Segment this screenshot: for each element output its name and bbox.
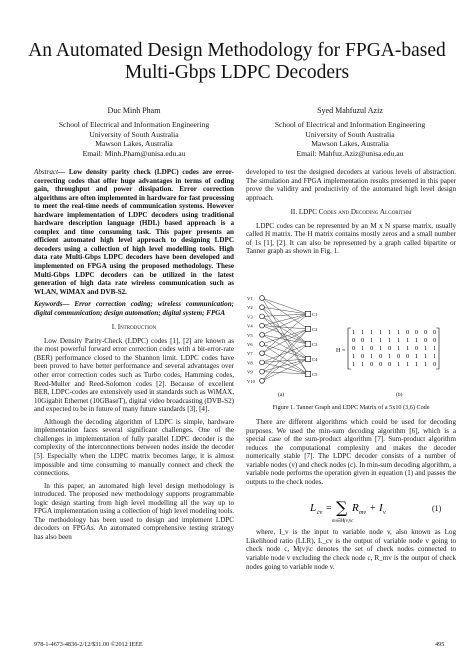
tanner-edge [262,316,308,344]
matrix-cell: 0 [352,345,356,352]
matrix-cell: 1 [433,345,437,352]
matrix-cell: 0 [388,345,392,352]
matrix-cell: 1 [397,329,401,336]
matrix-cell: 0 [397,353,401,360]
author-block-1 [34,106,234,158]
matrix-cell: 1 [361,361,365,368]
variable-node [260,332,265,337]
matrix-cell: 1 [352,353,356,360]
matrix-cell: 1 [388,337,392,344]
matrix-cell: 1 [388,329,392,336]
check-node-label: C3 [312,342,318,347]
check-node-label: C5 [312,372,318,377]
variable-node-label: V8 [247,360,253,366]
abstract-label: Abstract [34,168,59,176]
check-node-label: C2 [312,327,318,332]
matrix-cell: 1 [397,337,401,344]
svg-text:cv: cv [317,510,323,517]
author-univ: University of South Australia [89,129,179,139]
matrix-cell: 0 [370,361,374,368]
figure-label-b: (b) [396,392,403,398]
equation-number: (1) [432,504,442,514]
matrix-cell: 1 [415,361,419,368]
variable-node [260,314,265,319]
matrix-cell: 0 [406,329,410,336]
matrix-cell: 1 [361,345,365,352]
variable-node [260,323,265,328]
matrix-cell: 1 [352,361,356,368]
matrix-cell: 1 [406,361,410,368]
check-node [305,326,310,331]
matrix-cell: 0 [379,353,383,360]
author-block-2 [250,106,450,158]
matrix-cell: 1 [379,329,383,336]
paragraph: In this paper, an automated high level design methodology is introduced. The proposed new methodology supports programmable logic design starting from high level modelling all the way up to FPGA implementation using a collection of high level modeling tools. The methodology has been used to design and implement LDPC decoders on FPGAs. An automated comprehensive testing strategy has also been [34,481,234,541]
tanner-edge [262,298,308,314]
author-email[interactable]: Email: Minh.Pham@unisa.edu.au [82,148,186,158]
section-heading: II. LDPC Codes and Decoding Algorithm [290,208,412,217]
matrix-cell: 0 [415,345,419,352]
variable-node [260,296,265,301]
author-univ: University of South Australia [305,129,395,139]
svg-text:∑: ∑ [336,498,348,518]
variable-node [260,342,265,347]
figure-1-tanner-graph-and-matrix [246,292,456,400]
paragraph: Although the decoding algorithm of LDPC is simple, hardware implementation faces several significant challenges. One of the challenges in implementation of fully parallel LDPC decoder is the complexity of the interconnections between nodes inside the decoder [5]. Especially when the LDPC matrix becomes large, it is almost impossible and time consuming to manually connect and check the connections. [34,417,234,478]
matrix-cell: 1 [370,353,374,360]
matrix-cell: 0 [406,353,410,360]
check-node-label: C1 [312,312,318,317]
matrix-cell: 1 [424,353,428,360]
tanner-edge [262,314,308,316]
matrix-cell: 1 [415,353,419,360]
matrix-cell: 1 [406,345,410,352]
author-name: Duc Minh Pham [107,106,161,115]
matrix-cell: 1 [379,337,383,344]
author-email[interactable]: Email: Mahfuz.Aziz@unisa.edu.au [296,148,404,158]
matrix-cell: 1 [370,337,374,344]
matrix-cell: 0 [424,337,428,344]
matrix-cell: 1 [379,345,383,352]
equation-1 [246,490,456,526]
author-place: Mawson Lakes, Australia [95,139,173,149]
matrix-cell: 1 [352,329,356,336]
left-column [34,168,234,545]
check-node [305,371,310,376]
matrix-h-label: H = [336,348,346,354]
footer-copyright: 978-1-4673-4836-2/12/$31.00 ©2012 IEEE [34,641,143,648]
matrix-cell: 1 [388,353,392,360]
svg-text:v: v [383,510,386,517]
tanner-edge [262,316,308,359]
right-column-top [246,168,456,260]
author-dept: School of Electrical and Information Engineering [58,120,210,130]
author-dept: School of Electrical and Information Engineering [274,120,426,130]
title-line-2: Multi-Gbps LDPC Decoders [124,62,350,83]
figure-label-a: (a) [278,392,285,398]
matrix-cell: 1 [361,329,365,336]
variable-node [260,378,265,383]
matrix-cell: 0 [433,337,437,344]
svg-text:I: I [379,502,383,515]
matrix-cell: 1 [370,329,374,336]
paragraph: There are different algorithms which could be used for decoding purposes. We used the min-sum decoding algorithm [6], which is a special case of the sum-product algorithm [7]. Sum-product algorithm reduces the computational complexity and makes the decoder numerically stable [7]. The LDPC decoder consists of a number of variable nodes (v) and check nodes (c). In min-sum decoding algorithm, a variable node performs the operation given in equation (1) and passes the outputs to the check nodes. [246,418,456,486]
matrix-cell: 0 [415,329,419,336]
tanner-edge [262,344,308,359]
svg-text:L: L [310,502,317,515]
title-line-1: An Automated Design Methodology for FPGA-based [28,40,446,61]
svg-text:mv: mv [359,510,366,517]
check-node [305,356,310,361]
variable-node [260,360,265,365]
matrix-cell: 0 [379,361,383,368]
variable-node-label: V9 [247,369,253,375]
matrix-cell: 0 [388,361,392,368]
figure-caption: Figure 1. Tanner Graph and LDPC Matrix of a 5x10 (3,6) Code [272,404,430,411]
matrix-cell: 0 [361,353,365,360]
variable-node [260,351,265,356]
paper-title [10,40,464,84]
variable-node-label: V4 [247,323,253,329]
matrix-cell: 1 [397,345,401,352]
tanner-edge [262,329,308,381]
variable-node-label: V10 [247,378,255,384]
matrix-bracket-right [436,328,439,369]
variable-node-label: V3 [247,314,253,320]
keywords: Keywords— Error correction coding; wireless communication; digital communication; design automation; digital system; FPGA [34,300,234,317]
paragraph: LDPC codes can be represented by an M x N sparse matrix, usually called H matrix. The H matrix contains mostly zeros and a small number of 1s [1], [2]. It can also be represented by a graph called bipartite or Tanner graph as shown in Fig. 1. [246,221,456,256]
variable-node [260,369,265,374]
matrix-cell: 1 [415,337,419,344]
matrix-cell: 0 [370,345,374,352]
matrix-cell: 0 [433,361,437,368]
right-column-bottom [246,418,456,575]
check-node [305,311,310,316]
matrix-cell: 1 [424,345,428,352]
matrix-cell: 0 [361,337,365,344]
equation-svg [246,490,456,526]
variable-node-label: V2 [247,305,253,311]
matrix-cell: 0 [433,329,437,336]
matrix-cell: 0 [424,329,428,336]
check-node [305,341,310,346]
author-name: Syed Mahfuzul Aziz [317,106,383,115]
check-node-label: C4 [312,357,318,362]
svg-text:R: R [352,502,359,515]
svg-text:+: + [370,503,376,515]
svg-text:m∈M(v)\c: m∈M(v)\c [332,519,354,525]
matrix-cell: 1 [406,337,410,344]
paragraph: developed to test the designed decoders at various levels of abstraction. The simulation and FPGA implementation results presented in this paper prove the validity and productivity of the automated high level design approach. [246,168,456,202]
variable-node-label: V1 [247,296,253,301]
paragraph: Low Density Parity-Check (LDPC) codes [1], [2] are known as the most powerful forward error correction codes with a bit-error-rate (BER) performance closed to the Shannon limit. LDPC codes have been proved to have better performance and several advantages over other error correction codes such as Turbo codes, Hamming codes, Reed-Muller and Reed-Solomon codes [2]. Because of excellent BER, LDPC-codes are extensively used in standards such as WiMAX, 10Gigabit Ethernet (10GBaseT), digital video broadcasting (DVB-S2) and expected to be in future of many future standards [3], [4]. [34,336,234,414]
abstract-text: — Low density parity check (LDPC) codes are error-correcting codes that offer huge advantages in terms of coding gain, throughput and power dissipation. Error correction algorithms are often implemented in hardware for fast processing to meet the real-time needs of communication systems. However hardware implementation of LDPC decoders using traditional hardware description language (HDL) based approach is a complex and time consuming task. This paper presents an efficient automated high level approach to designing LDPC decoders using a collection of high level modelling tools. High data rate Multi-Gbps LDPC decoders have been developed and implemented on FPGA using the proposed methodology. These Multi-Gbps LDPC decoders can be utilized in the latest generation of high data rate wireless communication such as WLAN, WiMAX and DVB-S2. [34,168,234,296]
matrix-cell: 1 [433,353,437,360]
page-number: 495 [435,641,445,648]
author-place: Mawson Lakes, Australia [311,139,389,149]
paragraph: where, I_v is the input to variable node v, also known as Log Likelihood ratio (LLR), L_cv is the output of variable node v going to check node c, M(v)\c denotes the set of check nodes connected to variable node v excluding the check node c, R_mv is the output of check nodes going to variable node v. [246,528,456,571]
svg-text:=: = [326,503,332,515]
matrix-cell: 1 [397,361,401,368]
section-heading: I. Introduction [111,323,157,332]
matrix-cell: 0 [352,337,356,344]
variable-node-label: V7 [247,351,253,357]
variable-node-label: V6 [247,342,253,347]
variable-node-label: V5 [247,332,253,338]
abstract [34,168,234,296]
matrix-bracket-left [348,328,351,369]
matrix-cell: 1 [424,361,428,368]
variable-node [260,305,265,310]
